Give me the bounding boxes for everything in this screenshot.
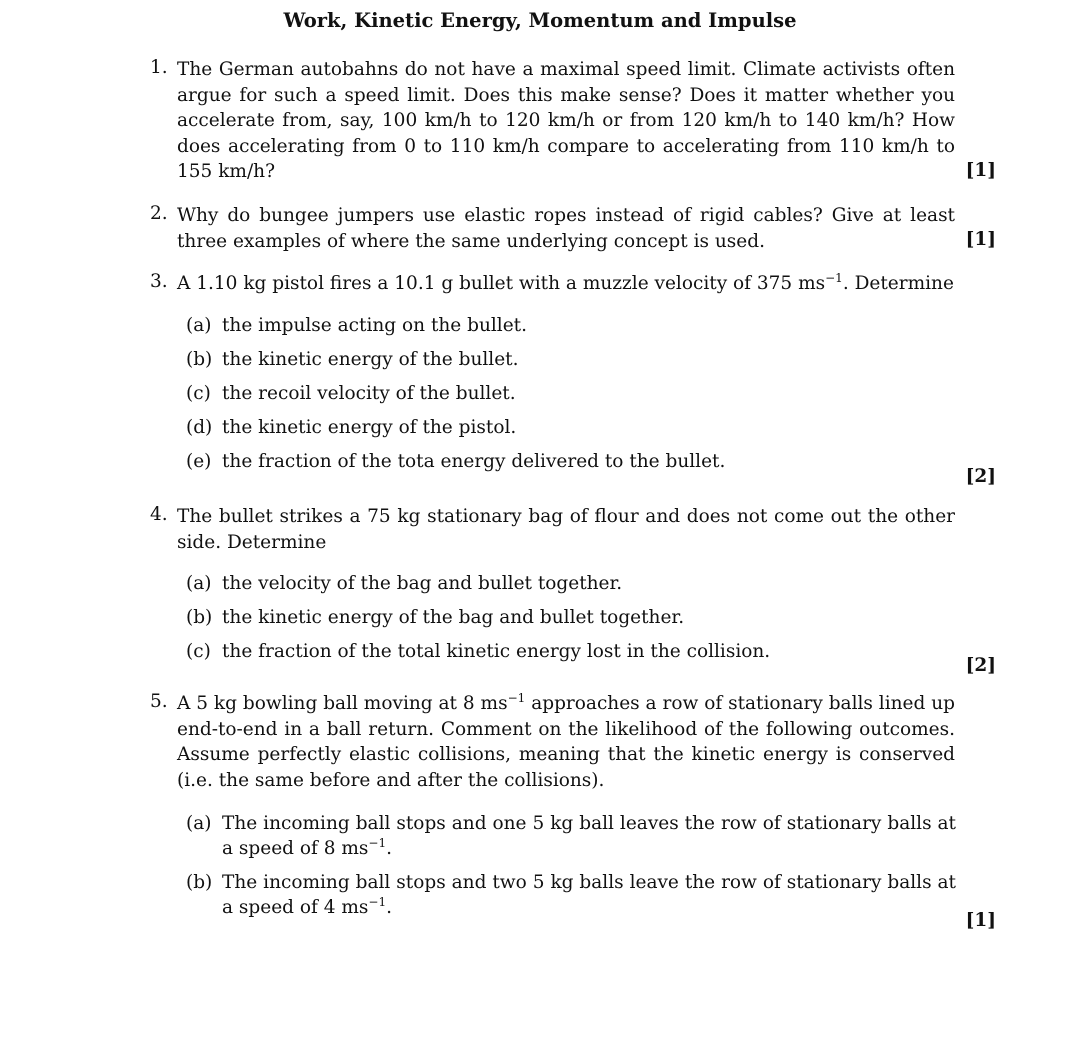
problem-1-marks: [1] [965, 160, 996, 181]
problem-number: 1. [150, 57, 168, 78]
problem-text: The bullet strikes a 75 kg stationary bag of flour and does not come out the other side. Determine [177, 506, 955, 553]
problem-1 [150, 57, 1000, 185]
problem-5-marks: [1] [965, 910, 996, 931]
subquestion: (d) the kinetic energy of the pistol. [186, 416, 517, 438]
problem-number: 3. [150, 271, 168, 292]
subquestion: (c) the fraction of the total kinetic energy lost in the collision. [186, 641, 771, 662]
problem-text: The German autobahns do not have a maximal speed limit. Climate activists often argue for such a speed limit. Does this make sense? Does it matter whether you accelerate from, say, 100 km/h to 120 km/h or from 120 km/h to 140 km/h? How does accelerating from 0 to 110 km/h compare to accelerating from 110 km/h to 155 km/h? [177, 59, 955, 182]
problem-text: A 1.10 kg pistol fires a 10.1 g bullet with a muzzle velocity of 375 $ms^{-1}$. Determine [177, 271, 954, 294]
problem-4 [150, 504, 1000, 673]
problem-text: Why do bungee jumpers use elastic ropes instead of rigid cables? Give at least three examples of where the same underlying concept is used. [177, 205, 955, 252]
problem-text: A 5 kg bowling ball moving at 8 $ms^{-1}$ approaches a row of stationary balls lined up end-to-end in a ball return. Comment on the likelihood of the following outcomes. Assume perfectly elastic collisions, meaning that the kinetic energy is conserved (i.e. the same before and after the collisions). [177, 691, 955, 791]
subquestion: (a) the impulse acting on the bullet. [186, 314, 527, 336]
problem-2-marks: [1] [965, 229, 996, 250]
problem-2 [150, 203, 1000, 254]
problem-3 [150, 271, 1000, 483]
problem-number: 4. [150, 504, 168, 525]
subquestion: (e) the fraction of the tota energy delivered to the bullet. [186, 450, 726, 472]
page-title: Work, Kinetic Energy, Momentum and Impulse [283, 9, 797, 32]
problem-number: 2. [150, 203, 168, 224]
problem-number: 5. [150, 691, 168, 712]
subquestion: (b) The incoming ball stops and two 5 kg balls leave the row of stationary balls at a speed of 4 $ms^{-1}$. [186, 872, 956, 918]
subquestion: (a) the velocity of the bag and bullet together. [186, 573, 623, 594]
problem-3-marks: [2] [965, 466, 996, 487]
subquestion: (b) the kinetic energy of the bag and bullet together. [186, 607, 685, 628]
problem-5 [150, 691, 1000, 929]
problem-4-marks: [2] [965, 655, 996, 676]
subquestion: (b) the kinetic energy of the bullet. [186, 348, 519, 370]
subquestion: (a) The incoming ball stops and one 5 kg ball leaves the row of stationary balls at a speed of 8 $ms^{-1}$. [186, 813, 956, 859]
subquestion: (c) the recoil velocity of the bullet. [186, 382, 516, 404]
